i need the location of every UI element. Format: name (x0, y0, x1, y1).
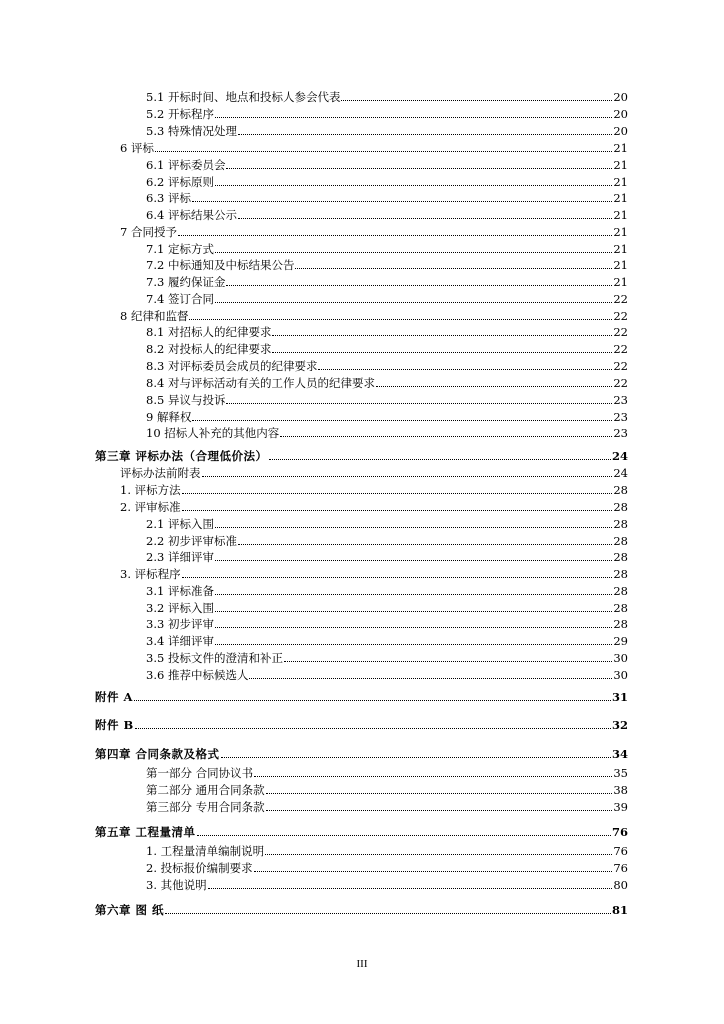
dot-leader (189, 318, 612, 320)
toc-entry-label: 附件 A (95, 690, 133, 704)
toc-entry-label: 第四章 合同条款及格式 (95, 747, 220, 761)
toc-entry-label: 3.3 初步评审 (146, 617, 214, 631)
dot-leader (254, 775, 612, 777)
dot-leader (155, 150, 612, 152)
toc-entry-label: 2. 投标报价编制要求 (146, 861, 253, 875)
dot-leader (341, 99, 612, 101)
toc-entry[interactable] (146, 515, 628, 531)
toc-entry-label: 评标办法前附表 (120, 466, 201, 480)
toc-page-number: 76 (611, 825, 628, 839)
toc-page-number: 21 (613, 141, 628, 155)
toc-entry-label: 2.1 评标入围 (146, 517, 214, 531)
dot-leader (208, 887, 613, 889)
toc-entry[interactable] (146, 532, 628, 548)
dot-leader (226, 167, 612, 169)
dot-leader (272, 334, 612, 336)
toc-entry[interactable] (146, 424, 628, 440)
toc-page-number: 21 (613, 208, 628, 222)
toc-page-number: 20 (613, 124, 628, 138)
dot-leader (269, 458, 611, 460)
toc-entry-label: 6.1 评标委员会 (146, 158, 226, 172)
toc-page-number: 22 (613, 309, 628, 323)
toc-entry-label: 3.6 推荐中标候选人 (146, 668, 249, 682)
toc-chapter-entry[interactable] (95, 745, 628, 761)
toc-entry[interactable] (146, 599, 628, 615)
dot-leader (272, 351, 612, 353)
toc-page-number: 35 (613, 766, 628, 780)
toc-entry[interactable] (146, 764, 628, 780)
toc-page-number: 20 (613, 107, 628, 121)
toc-entry[interactable] (146, 582, 628, 598)
toc-entry[interactable] (146, 173, 628, 189)
toc-entry[interactable] (146, 88, 628, 104)
toc-entry[interactable] (146, 781, 628, 797)
dot-leader (226, 284, 612, 286)
toc-page-number: 22 (613, 325, 628, 339)
dot-leader (135, 727, 611, 729)
toc-page-number: 21 (613, 191, 628, 205)
toc-entry[interactable] (120, 498, 628, 514)
toc-page-number: 22 (613, 342, 628, 356)
toc-page-number: 21 (613, 242, 628, 256)
toc-entry-label: 6 评标 (120, 141, 154, 155)
page-number: III (356, 958, 368, 970)
toc-page-number: 23 (613, 426, 628, 440)
toc-entry[interactable] (146, 206, 628, 222)
toc-entry-label: 3.2 评标入围 (146, 601, 214, 615)
toc-entry-label: 7.1 定标方式 (146, 242, 214, 256)
toc-entry[interactable] (146, 340, 628, 356)
toc-entry-label: 8.5 异议与投诉 (146, 393, 226, 407)
toc-page-number: 28 (613, 483, 628, 497)
toc-entry-label: 第五章 工程量清单 (95, 825, 196, 839)
dot-leader (134, 699, 611, 701)
toc-entry[interactable] (146, 105, 628, 121)
dot-leader (165, 912, 611, 914)
toc-entry[interactable] (146, 632, 628, 648)
toc-entry-label: 8.4 对与评标活动有关的工作人员的纪律要求 (146, 376, 375, 390)
toc-entry-label: 2.2 初步评审标准 (146, 534, 237, 548)
dot-leader (215, 301, 612, 303)
toc-entry-label: 5.3 特殊情况处理 (146, 124, 237, 138)
dot-leader (182, 492, 613, 494)
dot-leader (182, 576, 613, 578)
toc-page-number: 28 (613, 567, 628, 581)
toc-entry-label: 7 合同授予 (120, 225, 177, 239)
toc-page-number: 31 (611, 690, 628, 704)
toc-entry[interactable] (120, 223, 628, 239)
toc-page-number: 21 (613, 225, 628, 239)
toc-page-number: 24 (611, 449, 628, 463)
toc-entry[interactable] (146, 859, 628, 875)
toc-page-number: 28 (613, 500, 628, 514)
dot-leader (182, 509, 613, 511)
toc-entry[interactable] (120, 565, 628, 581)
dot-leader (295, 267, 612, 269)
toc-page-number: 29 (613, 634, 628, 648)
dot-leader (202, 475, 613, 477)
toc-chapter-entry[interactable] (95, 688, 628, 704)
toc-page-number: 38 (613, 783, 628, 797)
dot-leader (215, 251, 612, 253)
toc-page-number: 30 (613, 668, 628, 682)
toc-page-number: 21 (613, 158, 628, 172)
dot-leader (238, 133, 612, 135)
dot-leader (215, 610, 612, 612)
dot-leader (215, 643, 612, 645)
toc-entry[interactable] (146, 156, 628, 172)
dot-leader (192, 419, 612, 421)
toc-page-number: 80 (613, 878, 628, 892)
toc-chapter-entry[interactable] (95, 447, 628, 463)
toc-entry-label: 8 纪律和监督 (120, 309, 189, 323)
toc-page-number: 28 (613, 617, 628, 631)
toc-entry[interactable] (146, 290, 628, 306)
toc-page-number: 22 (613, 292, 628, 306)
toc-page-number: 21 (613, 275, 628, 289)
toc-page-number: 21 (613, 175, 628, 189)
dot-leader (376, 385, 612, 387)
dot-leader (318, 368, 612, 370)
dot-leader (215, 184, 612, 186)
toc-page-number: 22 (613, 359, 628, 373)
toc-entry[interactable] (146, 240, 628, 256)
toc-entry-label: 8.1 对招标人的纪律要求 (146, 325, 272, 339)
toc-page-number: 24 (613, 466, 628, 480)
toc-entry[interactable] (146, 842, 628, 858)
toc-entry[interactable] (120, 139, 628, 155)
toc-entry-label: 10 招标人补充的其他内容 (146, 426, 280, 440)
toc-page-number: 28 (613, 601, 628, 615)
toc-entry-label: 第二部分 通用合同条款 (146, 783, 265, 797)
toc-entry[interactable] (120, 481, 628, 497)
toc-entry[interactable] (146, 189, 628, 205)
toc-page-number: 81 (611, 903, 628, 917)
toc-entry-label: 3. 评标程序 (120, 567, 181, 581)
dot-leader (265, 853, 612, 855)
toc-entry-label: 7.2 中标通知及中标结果公告 (146, 258, 295, 272)
toc-page-number: 28 (613, 534, 628, 548)
toc-entry-label: 3.4 详细评审 (146, 634, 214, 648)
toc-page-number: 23 (613, 410, 628, 424)
dot-leader (192, 200, 612, 202)
dot-leader (249, 677, 612, 679)
toc-page-number: 76 (613, 861, 628, 875)
dot-leader (238, 543, 612, 545)
dot-leader (280, 435, 612, 437)
toc-page-number: 21 (613, 258, 628, 272)
toc-page-number: 28 (613, 517, 628, 531)
toc-entry-label: 附件 B (95, 718, 134, 732)
toc-entry-label: 2.3 详细评审 (146, 550, 214, 564)
toc-entry[interactable] (146, 548, 628, 564)
dot-leader (215, 526, 612, 528)
toc-entry-label: 3.1 评标准备 (146, 584, 214, 598)
toc-chapter-entry[interactable] (95, 823, 628, 839)
dot-leader (284, 660, 612, 662)
toc-entry-label: 8.2 对投标人的纪律要求 (146, 342, 272, 356)
toc-entry-label: 第三章 评标办法（合理低价法） (95, 449, 268, 463)
dot-leader (197, 834, 611, 836)
toc-page-number: 32 (611, 718, 628, 732)
toc-entry[interactable] (146, 666, 628, 682)
toc-entry[interactable] (146, 374, 628, 390)
toc-entry-label: 9 解释权 (146, 410, 192, 424)
dot-leader (266, 809, 613, 811)
toc-page-number: 28 (613, 584, 628, 598)
toc-entry-label: 1. 评标方法 (120, 483, 181, 497)
toc-page-number: 23 (613, 393, 628, 407)
toc-entry-label: 5.1 开标时间、地点和投标人参会代表 (146, 90, 341, 104)
toc-page-number: 28 (613, 550, 628, 564)
dot-leader (215, 559, 612, 561)
toc-page-number: 34 (611, 747, 628, 761)
dot-leader (178, 234, 612, 236)
toc-entry-label: 6.3 评标 (146, 191, 191, 205)
dot-leader (221, 756, 611, 758)
toc-entry-label: 3. 其他说明 (146, 878, 207, 892)
dot-leader (254, 870, 613, 872)
toc-entry[interactable] (120, 307, 628, 323)
toc-entry-label: 7.4 签订合同 (146, 292, 214, 306)
toc-entry[interactable] (146, 649, 628, 665)
toc-entry-label: 6.2 评标原则 (146, 175, 214, 189)
toc-entry-label: 8.3 对评标委员会成员的纪律要求 (146, 359, 318, 373)
toc-entry[interactable] (146, 798, 628, 814)
dot-leader (266, 792, 613, 794)
toc-entry[interactable] (146, 122, 628, 138)
toc-entry[interactable] (120, 464, 628, 480)
toc-entry-label: 1. 工程量清单编制说明 (146, 844, 265, 858)
toc-entry[interactable] (146, 615, 628, 631)
toc-entry[interactable] (146, 323, 628, 339)
toc-page-number: 22 (613, 376, 628, 390)
toc-entry[interactable] (146, 357, 628, 373)
toc-entry[interactable] (146, 256, 628, 272)
toc-chapter-entry[interactable] (95, 901, 628, 917)
toc-entry[interactable] (146, 391, 628, 407)
dot-leader (215, 116, 612, 118)
toc-page-number: 39 (613, 800, 628, 814)
toc-page-number: 76 (613, 844, 628, 858)
toc-chapter-entry[interactable] (95, 716, 628, 732)
toc-entry-label: 3.5 投标文件的澄清和补正 (146, 651, 283, 665)
dot-leader (215, 626, 612, 628)
dot-leader (215, 593, 612, 595)
toc-entry-label: 7.3 履约保证金 (146, 275, 226, 289)
toc-entry-label: 第一部分 合同协议书 (146, 766, 254, 780)
toc-entry[interactable] (146, 876, 628, 892)
toc-entry-label: 第六章 图 纸 (95, 903, 165, 917)
toc-entry[interactable] (146, 273, 628, 289)
toc-entry-label: 第三部分 专用合同条款 (146, 800, 265, 814)
toc-page-number: 30 (613, 651, 628, 665)
dot-leader (238, 217, 612, 219)
toc-entry-label: 6.4 评标结果公示 (146, 208, 237, 222)
toc-entry-label: 2. 评审标准 (120, 500, 181, 514)
dot-leader (226, 402, 612, 404)
toc-entry[interactable] (146, 408, 628, 424)
toc-entry-label: 5.2 开标程序 (146, 107, 214, 121)
toc-page-number: 20 (613, 90, 628, 104)
